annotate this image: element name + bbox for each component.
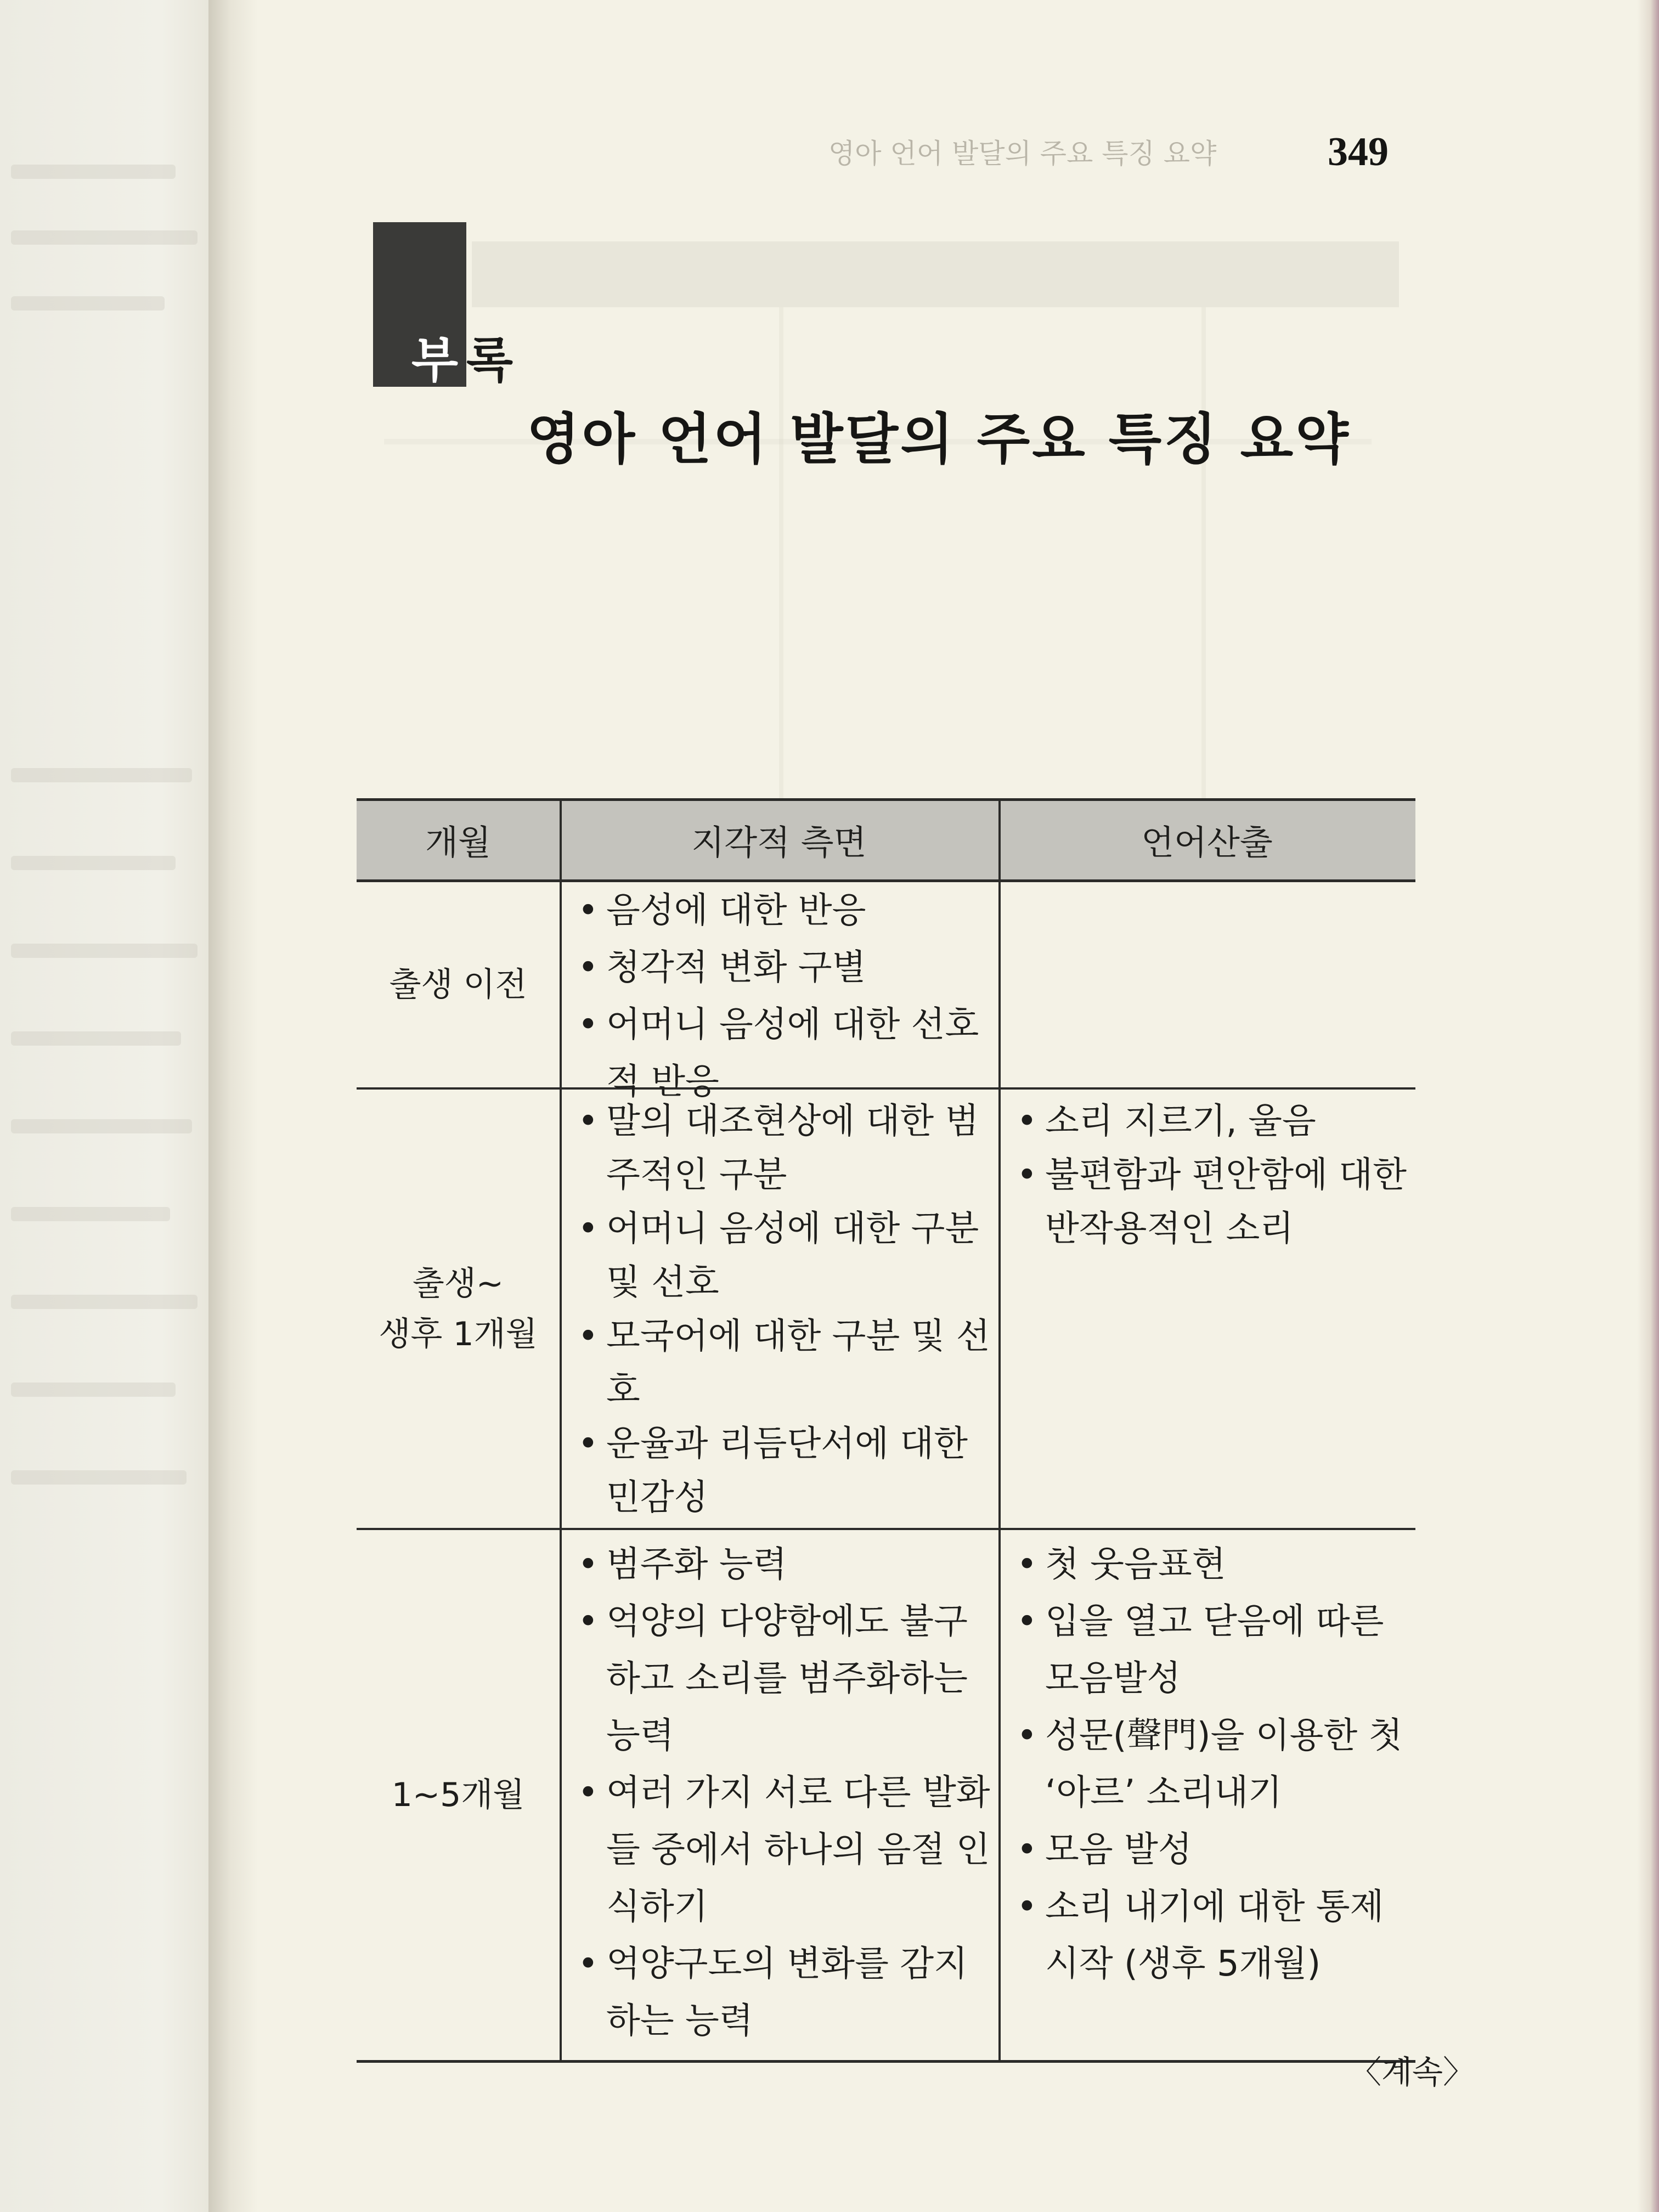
list-item: • 성문(聲門)을 이용한 첫 ‘아르’ 소리내기 — [1007, 1707, 1410, 1821]
table-top-rule — [357, 798, 1415, 801]
document-title: 영아 언어 발달의 주요 특징 요약 — [527, 407, 1351, 471]
list-item: • 억양의 다양함에도 불구하고 소리를 범주화하는 능력 — [568, 1593, 993, 1764]
bleed-line — [11, 1470, 187, 1485]
table-bottom-rule — [357, 2060, 1415, 2063]
list-item: • 소리 내기에 대한 통제 시작 (생후 5개월) — [1007, 1878, 1410, 1993]
continued-label: 〈계속〉 — [1350, 2053, 1475, 2091]
list-item: • 억양구도의 변화를 감지하는 능력 — [568, 1936, 993, 2050]
reverse-show-through — [1201, 307, 1206, 801]
list-item: • 어머니 음성에 대한 구분 및 선호 — [568, 1202, 993, 1310]
perceptual-cell — [568, 882, 993, 1110]
column-rule — [560, 798, 562, 2063]
bleed-line — [11, 1383, 176, 1397]
page-number: 349 — [1328, 129, 1389, 174]
bleed-line — [11, 1119, 192, 1133]
month-cell: 1~5개월 — [391, 1776, 525, 1814]
list-item: • 여러 가지 서로 다른 발화들 중에서 하나의 음절 인식하기 — [568, 1764, 993, 1936]
perceptual-cell — [568, 1094, 993, 1525]
reverse-show-through — [472, 241, 1399, 307]
reverse-show-through — [779, 307, 783, 801]
list-item: • 소리 지르기, 울음 — [1007, 1094, 1410, 1148]
column-rule — [998, 798, 1001, 2063]
month-cell: 출생~ 생후 1개월 — [379, 1264, 538, 1353]
list-item: • 첫 웃음표현 — [1007, 1536, 1410, 1593]
list-item: • 입을 열고 닫음에 따른 모음발성 — [1007, 1593, 1410, 1707]
bleed-line — [11, 1207, 170, 1221]
book-gutter — [208, 0, 258, 2212]
bleed-line — [11, 165, 176, 179]
list-item: • 말의 대조현상에 대한 범주적인 구분 — [568, 1094, 993, 1202]
bleed-line — [11, 230, 198, 245]
bleed-line — [11, 1031, 181, 1046]
perceptual-cell — [568, 1536, 993, 2050]
appendix-tag — [373, 222, 549, 387]
bleed-line — [11, 856, 176, 870]
page-edge — [1637, 0, 1659, 2212]
appendix-tag-second: 록 — [466, 332, 514, 388]
list-item: • 모음 발성 — [1007, 1821, 1410, 1878]
running-head: 영아 언어 발달의 주요 특징 요약 — [828, 138, 1217, 170]
bleed-line — [11, 296, 165, 311]
list-item: • 청각적 변화 구별 — [568, 939, 993, 996]
header-production: 언어산출 — [998, 798, 1415, 881]
list-item: • 운율과 리듬단서에 대한 민감성 — [568, 1417, 993, 1525]
list-item: • 범주화 능력 — [568, 1536, 993, 1593]
header-perceptual: 지각적 측면 — [560, 798, 998, 881]
list-item: • 음성에 대한 반응 — [568, 882, 993, 939]
list-item: • 어머니 음성에 대한 선호적 반응 — [568, 996, 993, 1110]
bleed-line — [11, 768, 192, 782]
list-item: • 모국어에 대한 구분 및 선호 — [568, 1310, 993, 1417]
month-cell: 출생 이전 — [389, 966, 527, 1004]
header-month: 개월 — [357, 798, 560, 881]
production-cell — [1007, 1094, 1410, 1256]
bleed-line — [11, 944, 198, 958]
appendix-tag-first: 부 — [411, 332, 459, 388]
list-item: • 불편함과 편안함에 대한 반작용적인 소리 — [1007, 1148, 1410, 1256]
previous-page — [0, 0, 230, 2212]
production-cell — [1007, 1536, 1410, 1993]
bleed-line — [11, 1295, 198, 1309]
summary-table — [357, 798, 1415, 2066]
